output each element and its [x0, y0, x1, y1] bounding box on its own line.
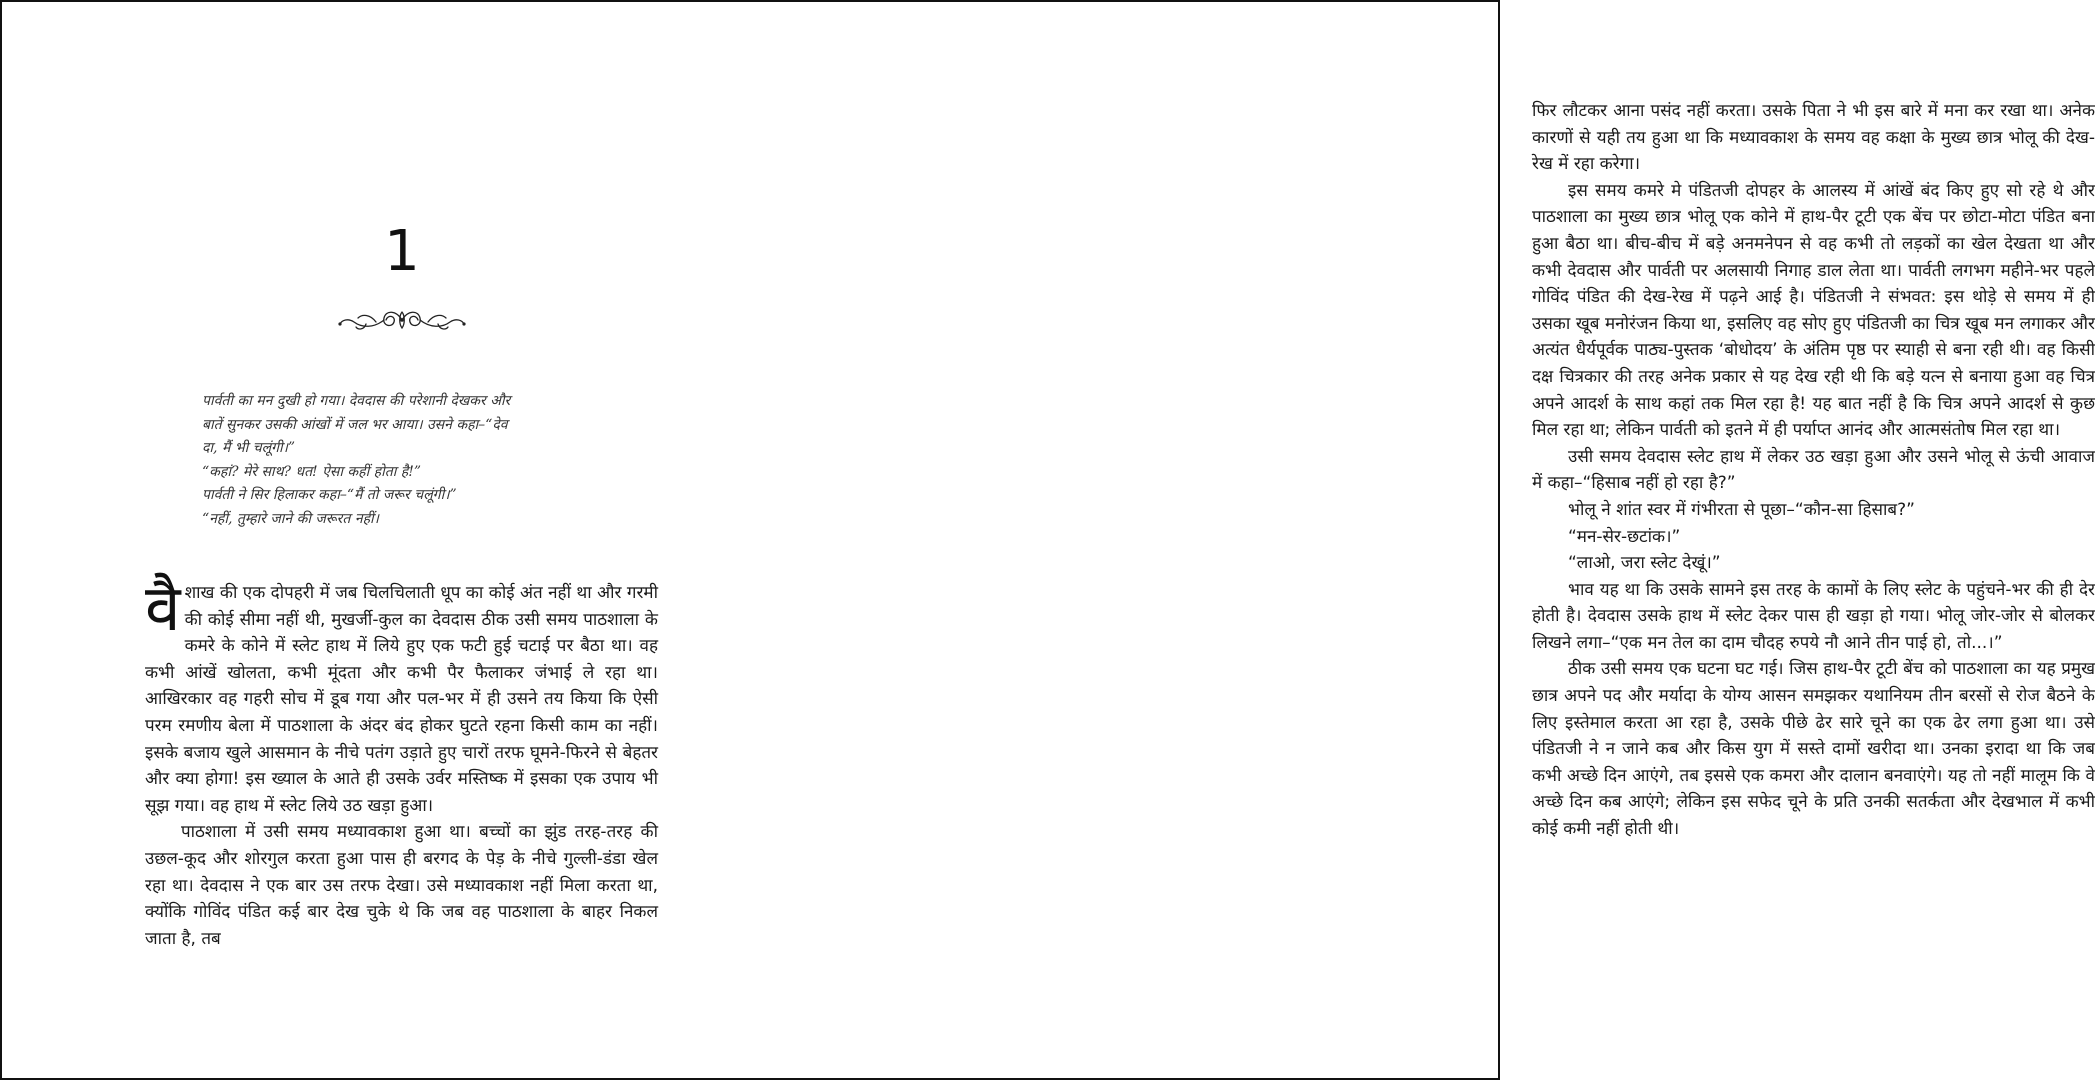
first-paragraph-text: शाख की एक दोपहरी में जब चिलचिलाती धूप का कोई अंत नहीं था और गरमी की कोई सीमा नहीं थी, मुखर्जी-कुल का देवदास ठीक उसी समय पाठशाला के कमरे के कोने में स्लेट हाथ में लिये हुए एक फटी हुई चटाई पर बैठा था। वह कभी आंखें खोलता, कभी मूंदता और कभी पैर फैलाकर जंभाई ले रहा था। आखिरकार वह गहरी सोच में डूब गया और पल-भर में ही उसने तय किया कि ऐसी परम रमणीय बेला में पाठशाला के अंदर बंद होकर घुटते रहना किसी काम का नहीं। इसके बजाय खुले आसमान के नीचे पतंग उड़ाते हुए चारों तरफ घूमने-फिरने से बेहतर और क्या होगा! इस ख्याल के आते ही उसके उर्वर मस्तिष्क में इसका एक उपाय भी सूझ गया। वह हाथ में स्लेट लिये उठ खड़ा हुआ।	[145, 583, 658, 816]
epigraph-line: “नहीं, तुम्हारे जाने की जरूरत नहीं।	[202, 510, 379, 527]
second-paragraph: पाठशाला में उसी समय मध्यावकाश हुआ था। बच्चों का झुंड तरह-तरह की उछल-कूद और शोरगुल करता हुआ पास ही बरगद के पेड़ के नीचे गुल्ली-डंडा खेल रहा था। देवदास ने एक बार उस तरफ देखा। उसे मध्यावकाश नहीं मिला करता था, क्योंकि गोविंद पंडित कई बार देख चुके थे कि जब वह पाठशाला के बाहर निकल जाता है, तब	[145, 822, 658, 949]
right-page-body	[1532, 98, 2095, 843]
paragraph: भाव यह था कि उसके सामने इस तरह के कामों के लिए स्लेट के पहुंचने-भर की ही देर होती है। देवदास उसके हाथ में स्लेट देकर पास ही खड़ा हो गया। भोलू जोर-जोर से बोलकर लिखने लगा–“एक मन तेल का दाम चौदह रुपये नौ आने तीन पाई हो, तो...।”	[1532, 579, 2095, 653]
epigraph	[202, 390, 612, 532]
paragraph: उसी समय देवदास स्लेट हाथ में लेकर उठ खड़ा हुआ और उसने भोलू से ऊंची आवाज में कहा–“हिसाब नहीं हो रहा है?”	[1532, 446, 2095, 494]
paragraph: भोलू ने शांत स्वर में गंभीरता से पूछा–“कौन-सा हिसाब?”	[1568, 499, 1915, 520]
paragraph: ठीक उसी समय एक घटना घट गई। जिस हाथ-पैर टूटी बेंच को पाठशाला का यह प्रमुख छात्र अपने पद और मर्यादा के योग्य आसन समझकर यथानियम तीन बरसों से रोज बैठने के लिए इस्तेमाल करता आ रहा है, उसके पीछे ढेर सारे चूने का एक ढेर लगा हुआ था। उसे पंडितजी ने न जाने कब और किस युग में सस्ते दामों खरीदा था। उनका इरादा था कि जब कभी अच्छे दिन आएंगे, तब इससे एक कमरा और दालान बनवाएंगे। यह तो नहीं मालूम कि वे अच्छे दिन कब आएंगे; लेकिन इस सफेद चूने के प्रति उनकी सतर्कता और देखभाल में कभी कोई कमी नहीं होती थी।	[1532, 659, 2095, 840]
epigraph-line: पार्वती ने सिर हिलाकर कहा–“मैं तो जरूर चलूंगी।”	[202, 487, 457, 504]
epigraph-line: दा, मैं भी चलूंगी।”	[202, 440, 296, 457]
paragraph: इस समय कमरे मे पंडितजी दोपहर के आलस्य में आंखें बंद किए हुए सो रहे थे और पाठशाला का मुख्य छात्र भोलू एक कोने में हाथ-पैर टूटी एक बेंच पर छोटा-मोटा पंडित बना हुआ बैठा था। बीच-बीच में बड़े अनमनेपन से वह कभी तो लड़कों का खेल देखता था और कभी देवदास और पार्वती पर अलसायी निगाह डाल लेता था। पार्वती लगभग महीने-भर पहले गोविंद पंडित की देख-रेख में पढ़ने आई है। पंडितजी ने संभवत: इस थोड़े से समय में ही उसका खूब मनोरंजन किया था, इसलिए वह सोए हुए पंडितजी का चित्र खूब मन लगाकर और अत्यंत धैर्यपूर्वक पाठ्य-पुस्तक ‘बोधोदय’ के अंतिम पृष्ठ पर स्याही से बना रही थी। वह किसी दक्ष चित्रकार की तरह अनेक प्रकार से यह देख रही थी कि बड़े यत्न से बनाया हुआ वह चित्र अपने आदर्श के साथ कहां तक मिल रहा है! यह बात नहीं है कि चित्र अपने आदर्श से कुछ मिल रहा था; लेकिन पार्वती को इतने में ही पर्याप्त आनंद और आत्मसंतोष मिल रहा था।	[1532, 180, 2095, 441]
epigraph-line: “कहां? मेरे साथ? धत! ऐसा कहीं होता है!”	[202, 463, 422, 480]
paragraph: फिर लौटकर आना पसंद नहीं करता। उसके पिता ने भी इस बारे में मना कर रखा था। अनेक कारणों से यही तय हुआ था कि मध्यावकाश के समय वह कक्षा के मुख्य छात्र भोलू की देख-रेख में रहा करेगा।	[1532, 101, 2095, 175]
epigraph-line: बातें सुनकर उसकी आंखों में जल भर आया। उसने कहा–“देव	[202, 416, 508, 433]
right-page	[752, 2, 2095, 1082]
chapter-number: 1	[384, 219, 420, 284]
paragraph: “मन-सेर-छटांक।”	[1568, 526, 1681, 547]
first-paragraph	[145, 572, 658, 819]
epigraph-line: पार्वती का मन दुखी हो गया। देवदास की परेशानी देखकर और	[202, 393, 511, 409]
left-page	[2, 2, 752, 1082]
paragraph: “लाओ, जरा स्लेट देखूं।”	[1568, 553, 1721, 574]
ornament-flourish-icon	[336, 302, 468, 338]
left-page-body	[145, 572, 658, 952]
drop-cap: वै	[145, 572, 181, 646]
